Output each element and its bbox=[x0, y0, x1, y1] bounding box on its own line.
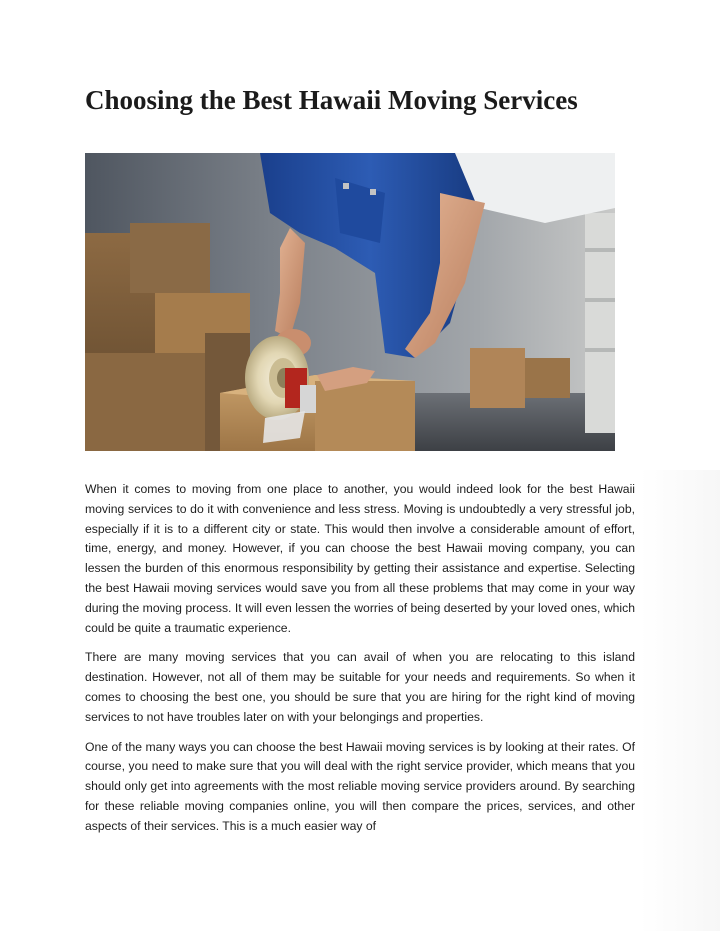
mover-photo bbox=[85, 153, 615, 451]
paragraph: When it comes to moving from one place to another, you would indeed look for the best Hawaii moving services to do it with convenience and less stress. Moving is undoubtedly a very stressful job, especially if it is to a different city or state. This would then involve a considerable amount of effort, time, energy, and money. However, if you can choose the best Hawaii moving company, you can lessen the burden of this enormous responsibility by getting their assistance and expertise. Selecting the best Hawaii moving services would save you from all these problems that may come in your way during the moving process. It will even lessen the worries of being deserted by your loved ones, which could be quite a traumatic experience. bbox=[85, 482, 635, 635]
paragraph: There are many moving services that you can avail of when you are relocating to this island destination. However, not all of them may be suitable for your needs and requirements. So when it comes to choosing the best one, you should be sure that you are hiring for the right kind of moving services to not have troubles later on with your belongings and properties. bbox=[85, 650, 635, 724]
article-body bbox=[85, 480, 635, 847]
page-title: Choosing the Best Hawaii Moving Services bbox=[85, 85, 578, 115]
paragraph: One of the many ways you can choose the best Hawaii moving services is by looking at their rates. Of course, you need to make sure that you will deal with the right service provider, which means that you should only get into agreements with the most reliable moving service providers around. By searching for these reliable moving companies online, you will then compare the prices, services, and other aspects of their services. This is a much easier way of bbox=[85, 739, 635, 833]
page-edge-shade bbox=[640, 470, 720, 931]
